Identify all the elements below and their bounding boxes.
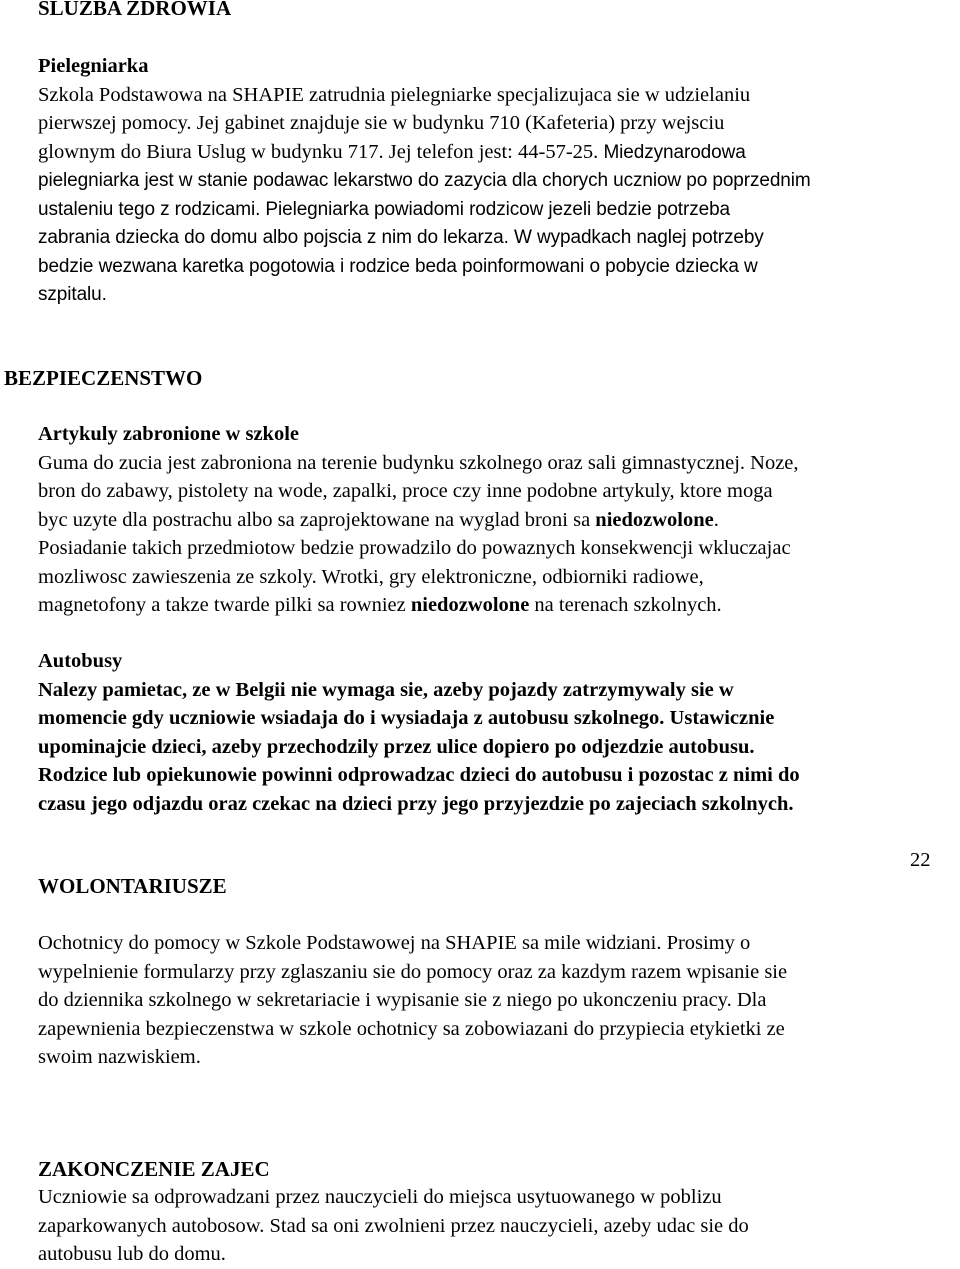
volunteers-section [38,929,960,1072]
dismissal-line-3: autobusu lub do domu. [38,1243,226,1265]
volunteers-line-5: swoim nazwiskiem. [38,1046,201,1068]
buses-line-1: Nalezy pamietac, ze w Belgii nie wymaga sie, azeby pojazdy zatrzymywaly sie w [38,678,734,701]
nurse-line-7: bedzie wezwana karetka pogotowia i rodzice beda poinformowani o pobycie dziecka w [38,255,758,277]
prohibited-items-heading: Artykuly zabronione w szkole [38,423,300,445]
safety-line-6-end: na terenach szkolnych. [529,594,722,616]
nurse-line-2: pierwszej pomocy. Jej gabinet znajduje sie w budynku 710 (Kafeteria) przy wejsciu [38,112,725,134]
safety-line-6-text: magnetofony a takze twarde pilki sa rowniez [38,594,411,616]
safety-line-3-end: . [713,508,719,531]
nurse-line-8: szpitalu. [38,284,107,305]
buses-line-3: upominajcie dzieci, azeby przechodzily przez ulice dopiero po odjezdzie autobusu. [38,735,755,758]
buses-heading: Autobusy [38,650,123,672]
safety-line-5: mozliwosc zawieszenia ze szkoly. Wrotki, gry elektroniczne, odbiorniki radiowe, [38,565,704,588]
section-heading-health-service: SLUZBA ZDROWIA [38,0,232,20]
buses-line-2: momencie gdy uczniowie wsiadaja do i wysiadaja z autobusu szkolnego. Ustawicznie [38,707,775,729]
dismissal-section [38,1183,960,1269]
safety-line-6 [38,591,960,620]
safety-line-3 [38,506,960,535]
nurse-line-3-serif: glownym do Biura Uslug w budynku 717. Jej telefon jest: 44-57-25. [38,140,599,163]
safety-line-2: bron do zabawy, pistolety na wode, zapalki, proce czy inne podobne artykuly, ktore moga [38,480,773,502]
nurse-line-5: ustaleniu tego z rodzicami. Pielegniarka powiadomi rodzicow jezeli bedzie potrzeba [38,198,731,220]
volunteers-line-4: zapewnienia bezpieczenstwa w szkole ochotnicy sa zobowiazani do przypiecia etykietki ze [38,1017,785,1040]
not-allowed-emphasis-2: niedozwolone [410,594,530,616]
nurse-line-3 [38,138,960,168]
nurse-line-6: zabrania dziecka do domu albo pojscia z nim do lekarza. W wypadkach naglej potrzeby [38,227,764,248]
safety-line-4: Posiadanie takich przedmiotow bedzie prowadzilo do powaznych konsekwencji wkluczajac [38,537,791,559]
section-heading-volunteers: WOLONTARIUSZE [38,874,227,898]
section-heading-safety: BEZPIECZENSTWO [4,366,203,390]
buses-section [38,647,960,818]
volunteers-line-1: Ochotnicy do pomocy w Szkole Podstawowej na SHAPIE sa mile widziani. Prosimy o [38,932,751,954]
nurse-heading: Pielegniarka [38,55,149,77]
volunteers-line-2: wypelnienie formularzy przy zglaszaniu sie do pomocy oraz za kazdym razem wpisanie sie [38,960,788,983]
dismissal-line-2: zaparkowanych autobosow. Stad sa oni zwolnieni przez nauczycieli, azeby udac sie do [38,1214,749,1237]
safety-line-3-text: byc uzyte dla postrachu albo sa zaprojektowane na wyglad broni sa [38,508,596,531]
nurse-section [38,52,960,310]
safety-section [38,420,960,620]
buses-line-5: czasu jego odjazdu oraz czekac na dzieci przy jego przyjezdzie po zajeciach szkolnych. [38,792,794,815]
nurse-line-1: Szkola Podstawowa na SHAPIE zatrudnia pielegniarke specjalizujaca sie w udzielaniu [38,83,751,106]
safety-line-1: Guma do zucia jest zabroniona na terenie budynku szkolnego oraz sali gimnastycznej. Noze, [38,451,799,474]
page-number: 22 [910,849,931,871]
section-heading-dismissal: ZAKONCZENIE ZAJEC [38,1157,270,1181]
nurse-line-3-sans: Miedzynarodowa [598,141,746,163]
volunteers-line-3: do dziennika szkolnego w sekretariacie i wypisanie sie z niego po ukonczeniu pracy. Dla [38,989,767,1011]
buses-line-4: Rodzice lub opiekunowie powinni odprowadzac dzieci do autobusu i pozostac z nimi do [38,764,800,786]
not-allowed-emphasis: niedozwolone [595,508,714,531]
dismissal-line-1: Uczniowie sa odprowadzani przez nauczycieli do miejsca usytuowanego w poblizu [38,1186,722,1208]
nurse-line-4: pielegniarka jest w stanie podawac lekarstwo do zazycia dla chorych uczniow po poprzednim [38,170,811,191]
